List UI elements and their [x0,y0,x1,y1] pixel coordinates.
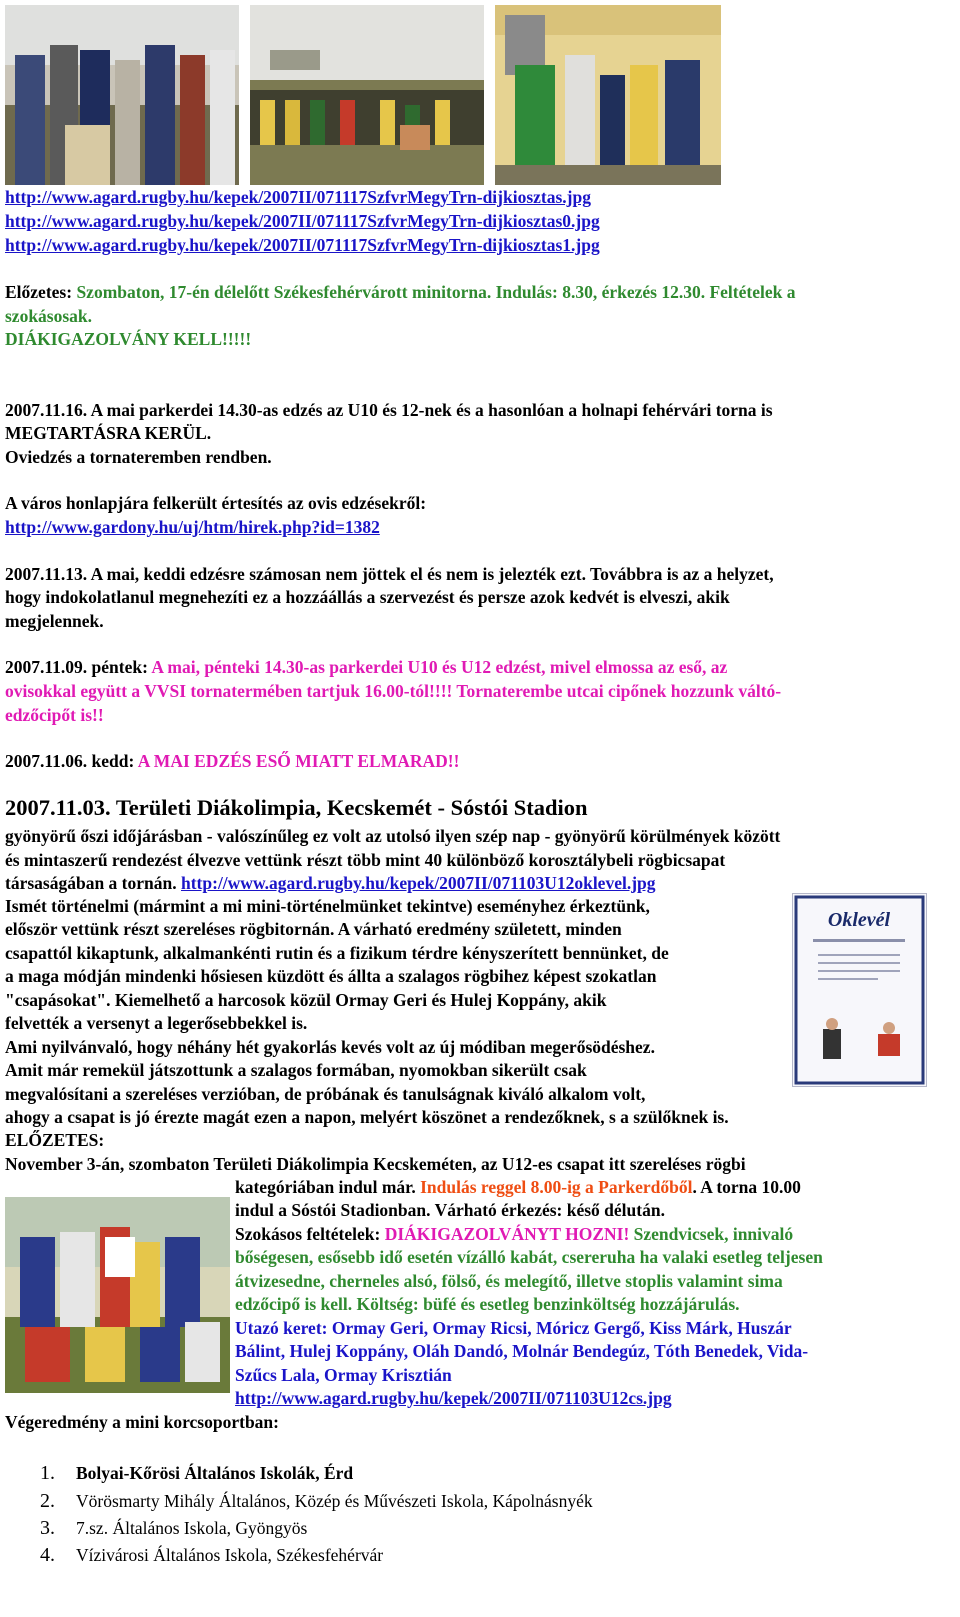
elozetes-text: Szombaton, 17-én délelőtt Székesfehérvárott minitorna. Indulás: 8.30, érkezés 12.30. Feltételek a [72,282,796,302]
news-1103-title: Területi Diákolimpia, Kecskemét - Sóstói Stadion [110,795,588,820]
elozetes2-l5: bőségesen, esősebb idő esetén vízálló kabát, csereruha ha valaki esetleg teljesen [235,1247,823,1267]
elozetes2-l7: edzőcipő is kell. Költség: büfé és esetleg benzinköltség hozzájárulás. [235,1294,740,1314]
photo-award-ceremony-2 [250,5,484,185]
news-1109-text1: A mai, pénteki 14.30-as parkerdei U10 és U12 edzést, mivel elmossa az eső, az [151,657,728,677]
news-1103-p2: és mintaszerű rendezést élvezve vettünk részt több mint 40 különböző korosztálybeli rögbicsapat [5,850,726,870]
photo-link-2[interactable]: http://www.agard.rugby.hu/kepek/2007II/071117SzfvrMegyTrn-dijkiosztas0.jpg [5,211,600,231]
news-1113-l1: 2007.11.13. A mai, keddi edzésre számosan nem jöttek el és nem is jelezték ezt. Továbbra is az a helyzet, [5,564,774,584]
news-1103-p13: ahogy a csapat is jó érezte magát ezen a napon, melyért köszönet a rendezőknek, s a szülőknek is. [5,1107,729,1127]
news-1113-l2: hogy indokolatlanul megnehezíti ez a hozzáállás a szervezést és persze azok kedvét is elveszi, akik [5,587,730,607]
results-num: 3. [40,1517,55,1539]
news-1103-p8: "csapásokat". Kiemelhető a harcosok közül Ormay Geri és Hulej Koppány, akik [5,990,607,1010]
elozetes2-l4c: Szendvicsek, innivaló [629,1224,794,1244]
elozetes-line [5,280,795,304]
oklevel-title: Oklevél [827,909,891,931]
elozetes2-l3: indul a Sóstói Stadionban. Várható érkezés: késő délután. [235,1200,665,1220]
news-1103-p6: csapattól kikaptunk, alkalmankénti rutin és a fizikum térdre kényszerített bennünket, de [5,943,669,963]
elozetes2-l4b: DIÁKIGAZOLVÁNYT HOZNI! [384,1224,630,1244]
results-name: 7.sz. Általános Iskola, Gyöngyös [76,1518,308,1538]
news-1109-l1 [5,655,727,679]
gardony-link[interactable]: http://www.gardony.hu/uj/htm/hirek.php?id=1382 [5,517,380,537]
results-num: 4. [40,1544,55,1566]
news-1116-l4: A város honlapjára felkerült értesítés az ovis edzésekről: [5,493,427,513]
oklevel-image [792,893,927,1087]
elozetes-label: Előzetes: [5,282,73,302]
results-num: 1. [40,1462,55,1484]
news-1109-prefix: 2007.11.09. péntek: [5,657,152,677]
news-1103-p7: a maga módján mindenki hősiesen küzdött és állta a szalagos rögbihez képest szokatlan [5,966,657,986]
elozetes2-l4a: Szokásos feltételek: [235,1224,385,1244]
results-name: Bolyai-Kőrösi Általános Iskolák, Érd [76,1463,354,1483]
news-1103-p3-text: társaságában a tornán. [5,873,181,893]
oklevel-link[interactable]: http://www.agard.rugby.hu/kepek/2007II/071103U12oklevel.jpg [181,873,656,893]
elozetes-text2: szokásosak. [5,306,93,326]
news-1116-l3: Oviedzés a tornateremben rendben. [5,447,272,467]
elozetes2-l9: Bálint, Hulej Koppány, Oláh Dandó, Molnár Bendegúz, Tóth Benedek, Vida- [235,1341,809,1361]
csapat-link[interactable]: http://www.agard.rugby.hu/kepek/2007II/071103U12cs.jpg [235,1388,672,1408]
elozetes2-l6: átvizesedne, cherneles alsó, fölső, és melegítő, illetve stoplis valamint sima [235,1271,783,1291]
news-1103-p4: Ismét történelmi (mármint a mi mini-történelmünket tekintve) eseményhez érkeztünk, [5,896,650,916]
elozetes2-l4 [235,1222,793,1246]
elozetes-text3: DIÁKIGAZOLVÁNY KELL!!!!! [5,329,252,349]
elozetes2-departure: Indulás reggel 8.00-ig a Parkerdőből [420,1177,693,1197]
news-1113-l3: megjelennek. [5,611,104,631]
elozetes2-l10: Szűcs Lala, Ormay Krisztián [235,1365,452,1385]
news-1103-p9: felvették a versenyt a legerősebbekkel is. [5,1013,308,1033]
news-1106-text: A MAI EDZÉS ESŐ MIATT ELMARAD!! [137,751,460,771]
photo-link-3[interactable]: http://www.agard.rugby.hu/kepek/2007II/071117SzfvrMegyTrn-dijkiosztas1.jpg [5,235,600,255]
news-1103-p11: Amit már remekül játszottunk a szalagos formában, nyomokban sikerült csak [5,1060,587,1080]
elozetes2-l1: November 3-án, szombaton Területi Diákolimpia Kecskeméten, az U12-es csapat itt szereléses rögbi [5,1154,746,1174]
news-1116-l1: 2007.11.16. A mai parkerdei 14.30-as edzés az U10 és 12-nek és a hasonlóan a holnapi fehérvári torna is [5,400,773,420]
elozetes2-l2 [235,1175,801,1199]
results-num: 2. [40,1490,55,1512]
elozetes2-l2-text: kategóriában indul már. [235,1177,421,1197]
elozetes2-l8: Utazó keret: Ormay Geri, Ormay Ricsi, Móricz Gergő, Kiss Márk, Huszár [235,1318,792,1338]
news-1103-date: 2007.11.03. [5,795,111,820]
news-1106-prefix: 2007.11.06. kedd: [5,751,138,771]
news-1103-heading [5,796,588,820]
results-item-2 [40,1489,593,1513]
news-1116-l2: MEGTARTÁSRA KERÜL. [5,423,212,443]
results-name: Vízivárosi Általános Iskola, Székesfehérvár [76,1545,384,1565]
elozetes2-label: ELŐZETES: [5,1130,105,1150]
news-1103-p5: először vettünk részt szereléses rögbitornán. A várható eredmény született, minden [5,919,622,939]
news-1106 [5,749,459,773]
news-1103-p12: megvalósítani a szereléses verzióban, de próbának és tanulságnak kiváló alkalom volt, [5,1084,646,1104]
results-item-4 [40,1543,383,1567]
news-1103-p1: gyönyörű őszi időjárásban - valószínűleg ez volt az utolsó ilyen szép nap - gyönyörű körülmények között [5,826,781,846]
team-photo [5,1197,230,1393]
news-1109-l3: edzőcipőt is!! [5,705,104,725]
elozetes2-l2-end: . A torna 10.00 [692,1177,801,1197]
results-title: Végeredmény a mini korcsoportban: [5,1412,279,1432]
results-item-1 [40,1461,353,1485]
photo-award-ceremony-1 [5,5,239,185]
photo-link-1[interactable]: http://www.agard.rugby.hu/kepek/2007II/071117SzfvrMegyTrn-dijkiosztas.jpg [5,187,591,207]
news-1103-p3 [5,871,656,895]
news-1109-l2: ovisokkal együtt a VVSI tornatermében tartjuk 16.00-tól!!!! Tornaterembe utcai cipőnek hozzunk váltó- [5,681,782,701]
photo-award-ceremony-3 [495,5,721,185]
results-name: Vörösmarty Mihály Általános, Közép és Művészeti Iskola, Kápolnásnyék [76,1491,593,1511]
news-1103-p10: Ami nyilvánvaló, hogy néhány hét gyakorlás kevés volt az új módiban megerősödéshez. [5,1037,655,1057]
results-item-3 [40,1516,307,1540]
